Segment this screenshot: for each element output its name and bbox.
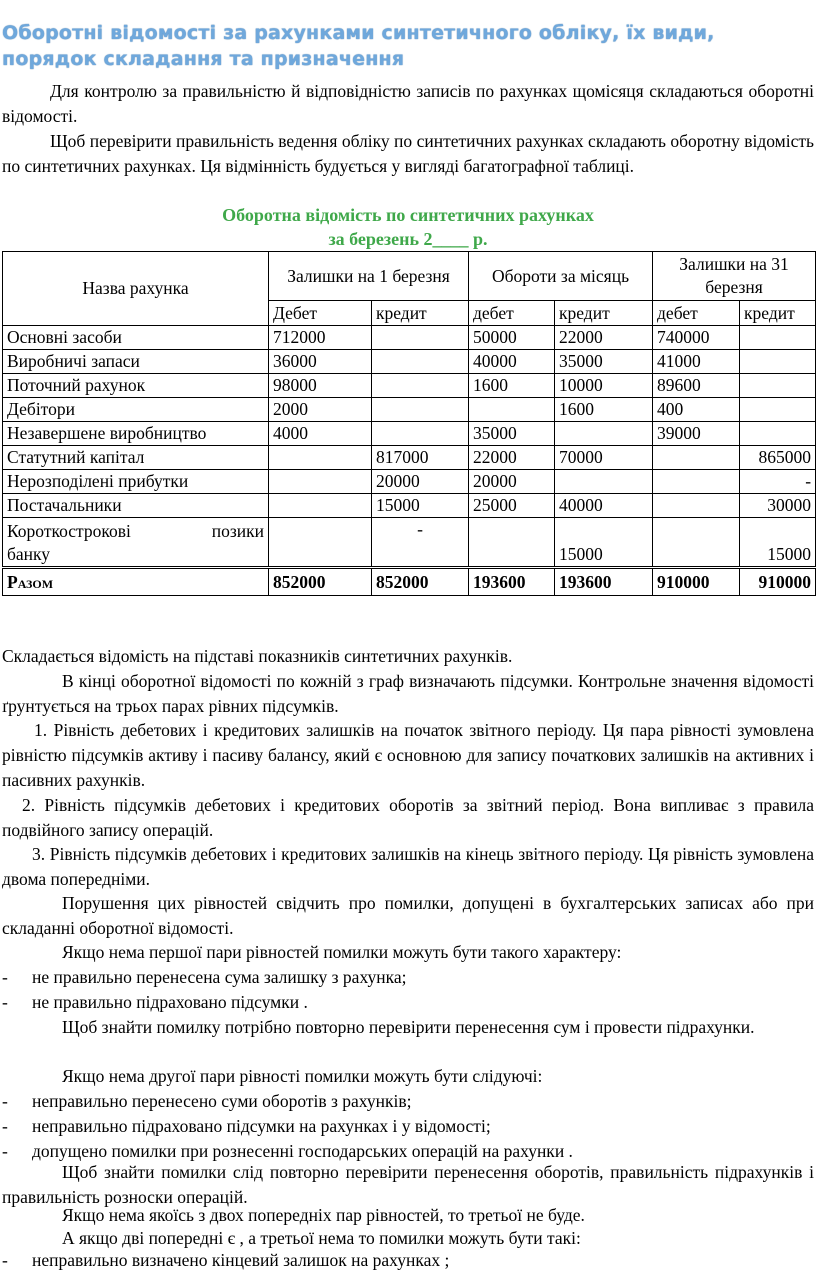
subheader-cell: кредит	[740, 301, 816, 326]
row-cell: 40000	[555, 494, 653, 518]
row-cell	[269, 470, 372, 494]
subheader-cell: дебет	[653, 301, 740, 326]
row-cell: 400	[653, 398, 740, 422]
list-item	[2, 1114, 814, 1139]
list-item-text: неправильно підраховано підсумки на рахунках і у відомості;	[32, 1116, 491, 1136]
row-cell	[555, 470, 653, 494]
table-title-line-1: Оборотна відомість по синтетичних рахунках	[222, 205, 594, 225]
table-row	[3, 470, 816, 494]
row-cell: 20000	[469, 470, 555, 494]
header-opening-balance: Залишки на 1 березня	[269, 252, 469, 301]
intro-text-2: Щоб перевірити правильність ведення обліку по синтетичних рахунках складають оборотну відомість по синтетичних рахунках. Ця відмінність будується у вигляді багатографної таблиці.	[2, 131, 814, 176]
loan-name-part2: банку	[7, 544, 51, 564]
table-row	[3, 446, 816, 470]
subheader-cell: кредит	[372, 301, 469, 326]
row-cell: 22000	[469, 446, 555, 470]
row-cell: 40000	[469, 350, 555, 374]
row-cell: 98000	[269, 374, 372, 398]
table-row	[3, 350, 816, 374]
table-body	[3, 326, 816, 518]
list-item	[2, 1248, 814, 1273]
row-account-name: Основні засоби	[3, 326, 269, 350]
row-cell	[372, 326, 469, 350]
loan-name-part1-b: позики	[211, 521, 264, 541]
list-item-text: не правильно перенесена сума залишку з рахунка;	[32, 967, 407, 987]
table-row	[3, 374, 816, 398]
row-cell: 740000	[653, 326, 740, 350]
total-cell: 193600	[469, 568, 555, 596]
row-cell	[740, 398, 816, 422]
row-account-name: Виробничі запаси	[3, 350, 269, 374]
row-account-name: Поточний рахунок	[3, 374, 269, 398]
table-row	[3, 326, 816, 350]
body-text-7: Якщо нема першої пари рівностей помилки можуть бути такого характеру:	[62, 942, 622, 962]
row-cell	[555, 422, 653, 446]
dash-marker: -	[2, 992, 8, 1012]
body-paragraph-8	[2, 1015, 814, 1040]
dash-marker: -	[2, 1116, 8, 1136]
row-cell: 4000	[269, 422, 372, 446]
total-cell: 910000	[740, 568, 816, 596]
row-account-name: Постачальники	[3, 494, 269, 518]
row-cell	[372, 422, 469, 446]
row-cell	[740, 422, 816, 446]
row-cell	[740, 350, 816, 374]
row-cell	[653, 494, 740, 518]
row-cell	[372, 398, 469, 422]
row-cell: -	[372, 518, 469, 568]
row-cell: 10000	[555, 374, 653, 398]
total-cell: 852000	[269, 568, 372, 596]
row-cell	[653, 446, 740, 470]
section-heading: Оборотні відомості за рахунками синтетичного обліку, їх види, порядок складання та призначення	[2, 22, 715, 70]
dash-marker: -	[2, 1250, 8, 1270]
row-cell	[653, 518, 740, 568]
subheader-cell: кредит	[555, 301, 653, 326]
intro-text-1: Для контролю за правильністю й відповідністю записів по рахунках щомісяця складаються оборотні відомості.	[2, 81, 814, 126]
body-text-11: Якщо нема якоїсь з двох попередніх пар рівностей, то третьої не буде.	[62, 1205, 585, 1225]
body-text-5: 3. Рівність підсумків дебетових і кредитових залишків на кінець звітного періоду. Ця рівність зумовлена двома попередніми.	[2, 844, 814, 889]
total-cell: 910000	[653, 568, 740, 596]
body-paragraph-2	[2, 669, 814, 719]
row-cell: 39000	[653, 422, 740, 446]
row-cell: 89600	[653, 374, 740, 398]
table-row	[3, 422, 816, 446]
row-cell	[372, 350, 469, 374]
body-text-2: В кінці оборотної відомості по кожній з граф визначають підсумки. Контрольне значення відомості ґрунтується на трьох парах рівних підсумків.	[2, 671, 814, 716]
row-cell: 30000	[740, 494, 816, 518]
list-item	[2, 1089, 814, 1114]
body-text-9: Якщо нема другої пари рівності помилки можуть бути слідуючі:	[62, 1066, 543, 1086]
header-account-name: Назва рахунка	[3, 252, 269, 326]
row-cell: 50000	[469, 326, 555, 350]
row-cell	[469, 518, 555, 568]
row-cell: 35000	[555, 350, 653, 374]
row-cell: 865000	[740, 446, 816, 470]
subheader-cell: дебет	[469, 301, 555, 326]
row-cell: 22000	[555, 326, 653, 350]
row-account-name	[3, 518, 269, 568]
body-text-3: 1. Рівність дебетових і кредитових залишків на початок звітного періоду. Ця пара рівності зумовлена рівністю підсумків активу і пасиву балансу, який є основною для запису початкових залишків на активних і пасивних рахунків.	[2, 720, 814, 790]
loan-name-part1-a: Короткострокові	[7, 521, 131, 541]
row-cell: 15000	[740, 518, 816, 568]
row-cell: 1600	[469, 374, 555, 398]
row-cell: 712000	[269, 326, 372, 350]
row-cell: 20000	[372, 470, 469, 494]
row-cell	[269, 446, 372, 470]
row-cell	[740, 326, 816, 350]
row-cell: 1600	[555, 398, 653, 422]
row-cell: 36000	[269, 350, 372, 374]
row-cell	[372, 374, 469, 398]
row-cell: 25000	[469, 494, 555, 518]
body-paragraph-4	[2, 793, 814, 843]
intro-paragraph-2	[2, 129, 814, 179]
row-cell: 817000	[372, 446, 469, 470]
row-cell	[469, 398, 555, 422]
body-paragraph-5	[2, 842, 814, 892]
body-text-10: Щоб знайти помилки слід повторно перевірити перенесення оборотів, правильність підрахунків і правильність розноски операцій.	[2, 1162, 814, 1207]
row-cell: -	[740, 470, 816, 494]
row-account-name: Дебітори	[3, 398, 269, 422]
row-cell	[269, 494, 372, 518]
row-account-name: Статутний капітал	[3, 446, 269, 470]
dash-marker: -	[2, 1091, 8, 1111]
body-text-12: А якщо дві попередні є , а третьої нема то помилки можуть бути такі:	[62, 1228, 581, 1248]
row-cell: 15000	[372, 494, 469, 518]
body-paragraph-11	[2, 1203, 814, 1228]
header-closing-balance: Залишки на 31 березня	[653, 252, 816, 301]
body-paragraph-6	[2, 891, 814, 941]
table-title-line-2: за березень 2____ р.	[328, 229, 488, 249]
table-row	[3, 398, 816, 422]
body-text-6: Порушення цих рівностей свідчить про помилки, допущені в бухгалтерських записах або при складанні оборотної відомості.	[2, 893, 814, 938]
list-item-text: неправильно визначено кінцевий залишок на рахунках ;	[32, 1250, 450, 1270]
turnover-table	[2, 251, 816, 596]
table-header-row	[3, 252, 816, 301]
list-item	[2, 990, 814, 1015]
list-item-text: допущено помилки при рознесенні господарських операцій на рахунки .	[32, 1141, 573, 1161]
row-cell	[740, 374, 816, 398]
dash-marker: -	[2, 1141, 8, 1161]
body-paragraph-9	[2, 1064, 814, 1089]
total-cell: 193600	[555, 568, 653, 596]
body-text-4: 2. Рівність підсумків дебетових і кредитових оборотів за звітний період. Вона випливає з правила подвійного запису операцій.	[2, 795, 814, 840]
row-cell	[269, 518, 372, 568]
table-row	[3, 494, 816, 518]
row-cell: 35000	[469, 422, 555, 446]
row-cell: 2000	[269, 398, 372, 422]
subheader-cell: Дебет	[269, 301, 372, 326]
row-cell: 70000	[555, 446, 653, 470]
body-paragraph-1: Складається відомість на підставі показників синтетичних рахунків.	[2, 646, 513, 666]
table-total-row	[3, 568, 816, 596]
header-turnover: Обороти за місяць	[469, 252, 653, 301]
row-cell: 15000	[555, 518, 653, 568]
row-cell: 41000	[653, 350, 740, 374]
row-account-name: Нерозподілені прибутки	[3, 470, 269, 494]
total-label: Разом	[3, 568, 269, 596]
table-row-loans	[3, 518, 816, 568]
body-paragraph-7	[2, 940, 814, 965]
row-account-name: Незавершене виробництво	[3, 422, 269, 446]
total-cell: 852000	[372, 568, 469, 596]
intro-paragraph-1	[2, 79, 814, 129]
list-item-text: не правильно підраховано підсумки .	[32, 992, 308, 1012]
list-item	[2, 965, 814, 990]
row-cell	[653, 470, 740, 494]
body-paragraph-3	[2, 718, 814, 793]
body-text-8: Щоб знайти помилку потрібно повторно перевірити перенесення сум і провести підрахунки.	[62, 1017, 755, 1037]
dash-marker: -	[2, 967, 8, 987]
list-item-text: неправильно перенесено суми оборотів з рахунків;	[32, 1091, 412, 1111]
